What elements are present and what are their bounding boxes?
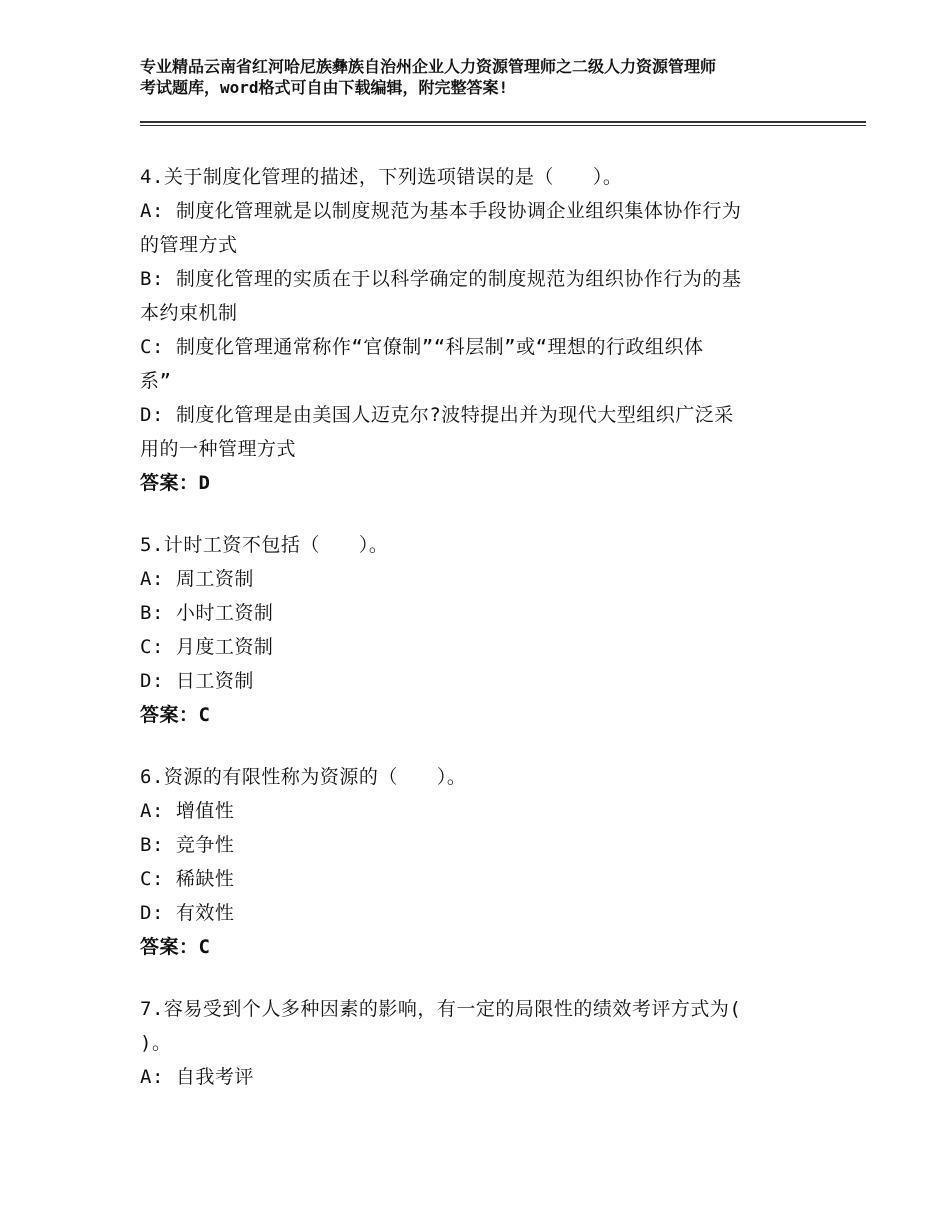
header-title-line1: 专业精品云南省红河哈尼族彝族自治州企业人力资源管理师之二级人力资源管理师 bbox=[140, 57, 717, 76]
answer-option: C: 月度工资制 bbox=[140, 636, 274, 658]
answer-option: A: 自我考评 bbox=[140, 1066, 254, 1088]
question-stem: 5.计时工资不包括（ ）。 bbox=[140, 534, 389, 556]
answer-option: D: 日工资制 bbox=[140, 670, 254, 692]
header-divider-thick bbox=[140, 121, 866, 123]
answer-option: B: 竞争性 bbox=[140, 834, 235, 856]
answer-option: C: 稀缺性 bbox=[140, 868, 235, 890]
answer-key: 答案：D bbox=[140, 472, 211, 494]
question-stem: 4.关于制度化管理的描述，下列选项错误的是（ ）。 bbox=[140, 166, 623, 188]
question-item bbox=[140, 992, 820, 1094]
answer-option: 的管理方式 bbox=[140, 234, 238, 256]
answer-option: A: 周工资制 bbox=[140, 568, 254, 590]
header-title-line2: 考试题库，word格式可自由下载编辑，附完整答案! bbox=[140, 78, 509, 97]
question-item bbox=[140, 760, 820, 964]
question-item bbox=[140, 160, 820, 500]
answer-option: A: 制度化管理就是以制度规范为基本手段协调企业组织集体协作行为 bbox=[140, 200, 742, 222]
answer-option: B: 制度化管理的实质在于以科学确定的制度规范为组织协作行为的基 bbox=[140, 268, 742, 290]
answer-key: 答案：C bbox=[140, 704, 211, 726]
answer-option: D: 制度化管理是由美国人迈克尔?波特提出并为现代大型组织广泛采 bbox=[140, 404, 734, 426]
answer-option: 系” bbox=[140, 370, 172, 392]
answer-key: 答案：C bbox=[140, 936, 211, 958]
answer-option: A: 增值性 bbox=[140, 800, 235, 822]
document-header bbox=[140, 56, 840, 98]
answer-option: 用的一种管理方式 bbox=[140, 438, 297, 460]
question-stem: 7.容易受到个人多种因素的影响，有一定的局限性的绩效考评方式为( bbox=[140, 998, 742, 1020]
question-stem: )。 bbox=[140, 1032, 172, 1054]
answer-option: C: 制度化管理通常称作“官僚制”“科层制”或“理想的行政组织体 bbox=[140, 336, 704, 358]
question-item bbox=[140, 528, 820, 732]
question-list bbox=[140, 160, 820, 1122]
answer-option: 本约束机制 bbox=[140, 302, 238, 324]
answer-option: D: 有效性 bbox=[140, 902, 235, 924]
header-divider-thin bbox=[140, 125, 866, 126]
question-stem: 6.资源的有限性称为资源的（ ）。 bbox=[140, 766, 467, 788]
answer-option: B: 小时工资制 bbox=[140, 602, 274, 624]
